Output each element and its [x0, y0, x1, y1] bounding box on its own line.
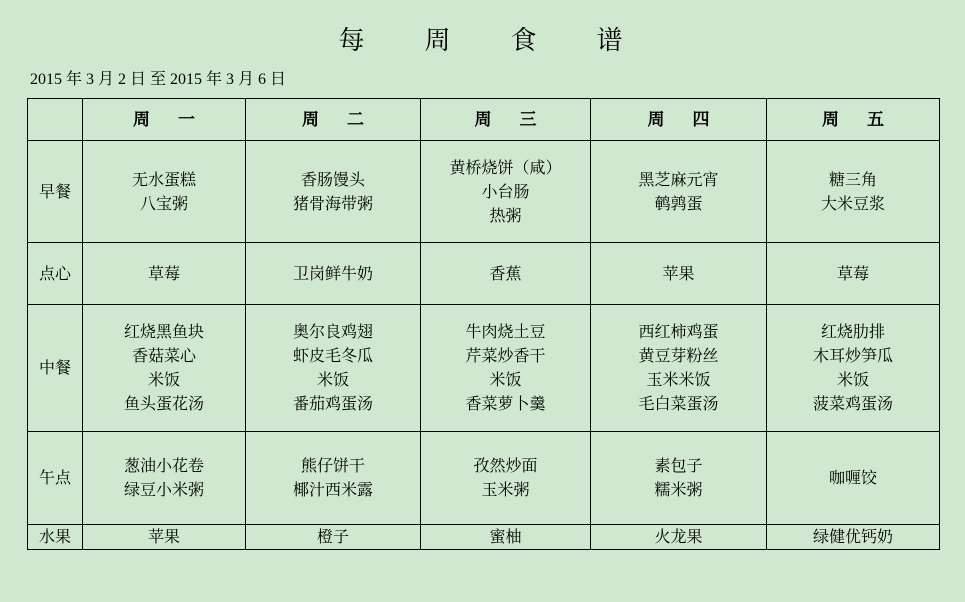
title-char: 每	[338, 26, 369, 56]
page-title	[0, 20, 965, 57]
day-header-monday: 周 一	[83, 99, 246, 141]
breakfast-friday: 糖三角 大米豆浆	[767, 141, 940, 243]
day-header-tuesday: 周 二	[246, 99, 421, 141]
lunch-monday: 红烧黑鱼块 香菇菜心 米饭 鱼头蛋花汤	[83, 305, 246, 432]
fruit-row	[28, 525, 940, 550]
header-row	[28, 99, 940, 141]
afternoon-snack-row	[28, 432, 940, 525]
date-range: 2015 年 3 月 2 日 至 2015 年 3 月 6 日	[30, 71, 287, 88]
fruit-friday: 绿健优钙奶	[767, 525, 940, 550]
fruit-thursday: 火龙果	[591, 525, 767, 550]
breakfast-tuesday: 香肠馒头 猪骨海带粥	[246, 141, 421, 243]
meal-label-lunch: 中餐	[28, 305, 83, 432]
snack-tuesday: 卫岗鲜牛奶	[246, 243, 421, 305]
afternoon-thursday: 素包子 糯米粥	[591, 432, 767, 525]
afternoon-monday: 葱油小花卷 绿豆小米粥	[83, 432, 246, 525]
afternoon-friday: 咖喱饺	[767, 432, 940, 525]
afternoon-tuesday: 熊仔饼干 椰汁西米露	[246, 432, 421, 525]
snack-friday: 草莓	[767, 243, 940, 305]
fruit-wednesday: 蜜柚	[421, 525, 591, 550]
weekly-menu-table	[27, 98, 940, 550]
day-header-wednesday: 周 三	[421, 99, 591, 141]
corner-cell	[28, 99, 83, 141]
day-header-friday: 周 五	[767, 99, 940, 141]
snack-thursday: 苹果	[591, 243, 767, 305]
lunch-tuesday: 奥尔良鸡翅 虾皮毛冬瓜 米饭 番茄鸡蛋汤	[246, 305, 421, 432]
day-header-thursday: 周 四	[591, 99, 767, 141]
lunch-wednesday: 牛肉烧土豆 芹菜炒香干 米饭 香菜萝卜羹	[421, 305, 591, 432]
fruit-tuesday: 橙子	[246, 525, 421, 550]
breakfast-wednesday: 黄桥烧饼（咸） 小台肠 热粥	[421, 141, 591, 243]
lunch-row	[28, 305, 940, 432]
meal-label-fruit: 水果	[28, 525, 83, 550]
meal-label-breakfast: 早餐	[28, 141, 83, 243]
meal-label-snack: 点心	[28, 243, 83, 305]
title-char: 周	[424, 26, 455, 56]
lunch-thursday: 西红柿鸡蛋 黄豆芽粉丝 玉米米饭 毛白菜蛋汤	[591, 305, 767, 432]
title-char: 谱	[596, 26, 627, 56]
title-char: 食	[510, 26, 541, 56]
snack-monday: 草莓	[83, 243, 246, 305]
fruit-monday: 苹果	[83, 525, 246, 550]
meal-label-afternoon: 午点	[28, 432, 83, 525]
lunch-friday: 红烧肋排 木耳炒笋瓜 米饭 菠菜鸡蛋汤	[767, 305, 940, 432]
afternoon-wednesday: 孜然炒面 玉米粥	[421, 432, 591, 525]
breakfast-monday: 无水蛋糕 八宝粥	[83, 141, 246, 243]
snack-wednesday: 香蕉	[421, 243, 591, 305]
breakfast-row	[28, 141, 940, 243]
snack-row	[28, 243, 940, 305]
breakfast-thursday: 黑芝麻元宵 鹌鹑蛋	[591, 141, 767, 243]
